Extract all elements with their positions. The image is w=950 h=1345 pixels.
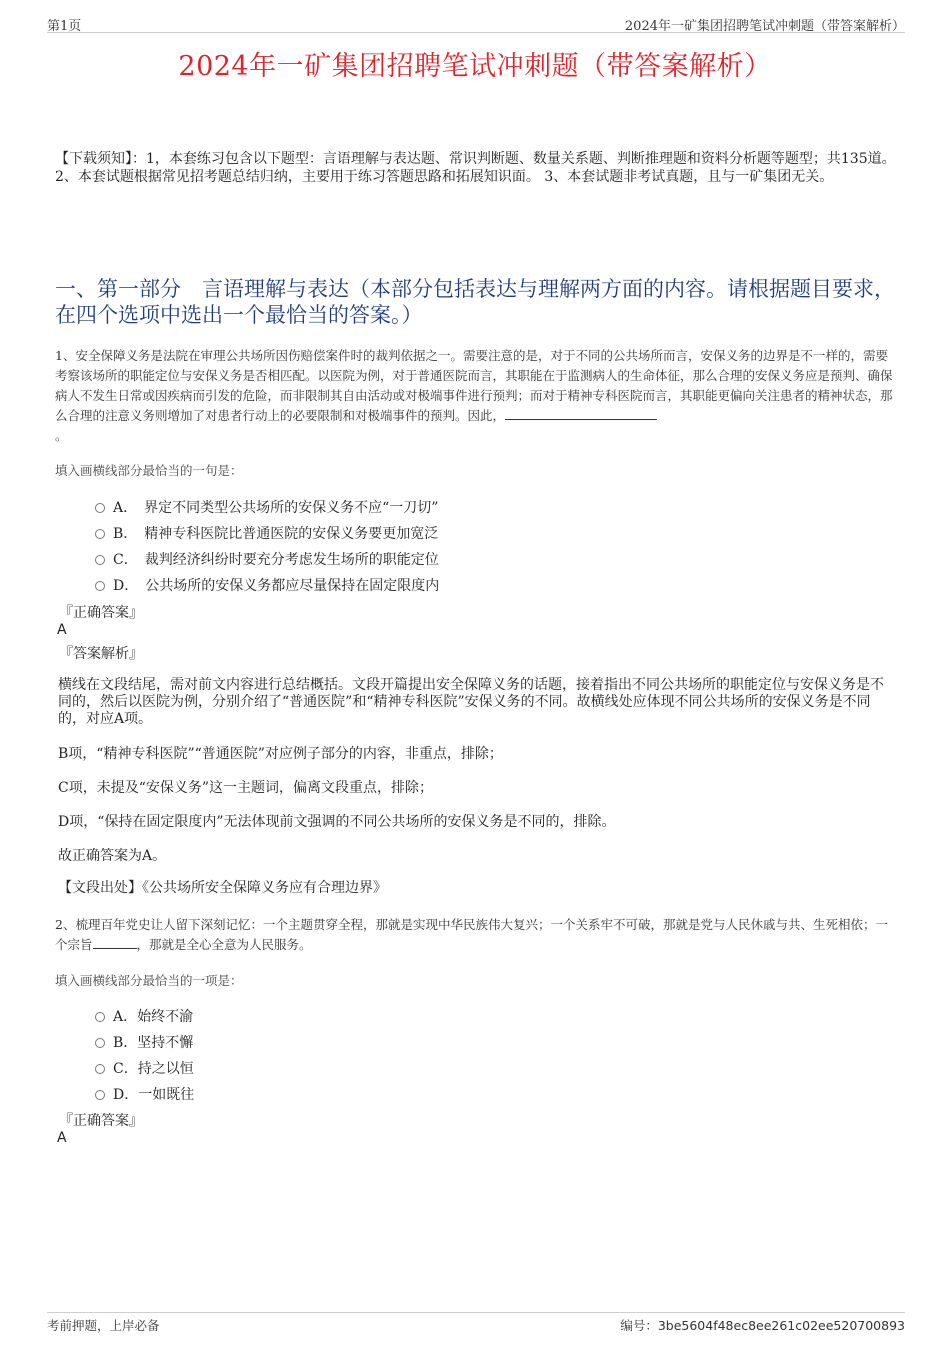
radio-icon[interactable] <box>95 529 105 539</box>
question-1-text: 1、安全保障义务是法院在审理公共场所因伤赔偿案件时的裁判依据之一。需要注意的是，对于不同的公共场所而言，安保义务的边界是不一样的，需要考察该场所的职能定位与安保义务是否相匹配。以医院为例，对于普通医院而言，其职能在于监测病人的生命体征，那么合理的安保义务应是预判、确保病人不发生日常或因疾病而引发的危险，而非限制其自由活动或对极端事件进行预判；而对于精神专科医院而言，其职能更偏向关注患者的精神状态，那么合理的注意义务则增加了对患者行动上的必要限制和对极端事件的预判。因此， <box>55 348 893 423</box>
source-citation: 【文段出处】《公共场所安全保障义务应有合理边界》 <box>58 880 387 896</box>
header-doc-title: 2024年一矿集团招聘笔试冲刺题（带答案解析） <box>624 19 905 34</box>
page-footer <box>47 1312 905 1335</box>
analysis-label: 『答案解析』 <box>59 646 143 662</box>
page-number: 第1页 <box>47 19 82 34</box>
radio-icon[interactable] <box>95 1012 105 1022</box>
analysis-paragraph: D项，“保持在固定限度内”无法体现前文强调的不同公共场所的安保义务是不同的，排除。 <box>58 814 616 830</box>
radio-icon[interactable] <box>95 1090 105 1100</box>
answer-blank <box>505 406 657 420</box>
question-2-stem <box>55 915 900 955</box>
question-1-prompt: 填入画横线部分最恰当的一句是： <box>55 463 243 478</box>
question-2-prompt: 填入画横线部分最恰当的一项是： <box>55 973 243 988</box>
answer-blank <box>93 935 137 949</box>
section-heading: 一、第一部分 言语理解与表达（本部分包括表达与理解两方面的内容。请根据题目要求，在四个选项中选出一个最恰当的答案。） <box>55 277 895 327</box>
analysis-paragraph: B项，“精神专科医院”“普通医院”对应例子部分的内容，非重点，排除； <box>58 746 503 762</box>
analysis-paragraph: 故正确答案为A。 <box>58 848 167 864</box>
answer-value: A <box>57 622 67 638</box>
question-1-stem <box>55 346 900 446</box>
analysis-paragraph: C项，未提及“安保义务”这一主题词，偏离文段重点，排除； <box>58 780 434 796</box>
radio-icon[interactable] <box>95 503 105 513</box>
document-id: 编号：3be5604f48ec8ee261c02ee520700893 <box>620 1318 905 1333</box>
download-notice: 【下载须知】：1，本套练习包含以下题型：言语理解与表达题、常识判断题、数量关系题、判断推理题和资料分析题等题型；共135道。 2、本套试题根据常见招考题总结归纳，主要用于练习答题思路和拓展知识面。 3、本套试题非考试真题，且与一矿集团无关。 <box>55 151 896 185</box>
page-header <box>47 12 905 33</box>
question-2-text: 2、梳理百年党史让人留下深刻记忆：一个主题贯穿全程，那就是实现中华民族伟大复兴；一个关系牢不可破，那就是党与人民休戚与共、生死相依；一个宗旨 <box>55 917 888 952</box>
radio-icon[interactable] <box>95 555 105 565</box>
answer-label: 『正确答案』 <box>59 1113 143 1129</box>
document-title: 2024年一矿集团招聘笔试冲刺题（带答案解析） <box>178 51 772 82</box>
analysis-paragraph: 横线在文段结尾，需对前文内容进行总结概括。文段开篇提出安全保障义务的话题，接着指出不同公共场所的职能定位与安保义务是不同的，然后以医院为例，分别介绍了“普通医院”和“精神专科医院”安保义务的不同。故横线处应体现不同公共场所的安保义务是不同的，对应A项。 <box>58 677 884 727</box>
answer-label: 『正确答案』 <box>59 605 143 621</box>
radio-icon[interactable] <box>95 1064 105 1074</box>
question-2-text-end: ，那就是全心全意为人民服务。 <box>136 937 312 952</box>
question-1-end: 。 <box>55 428 68 443</box>
radio-icon[interactable] <box>95 1038 105 1048</box>
radio-icon[interactable] <box>95 581 105 591</box>
footer-slogan: 考前押题，上岸必备 <box>47 1318 160 1333</box>
answer-value: A <box>57 1130 67 1146</box>
